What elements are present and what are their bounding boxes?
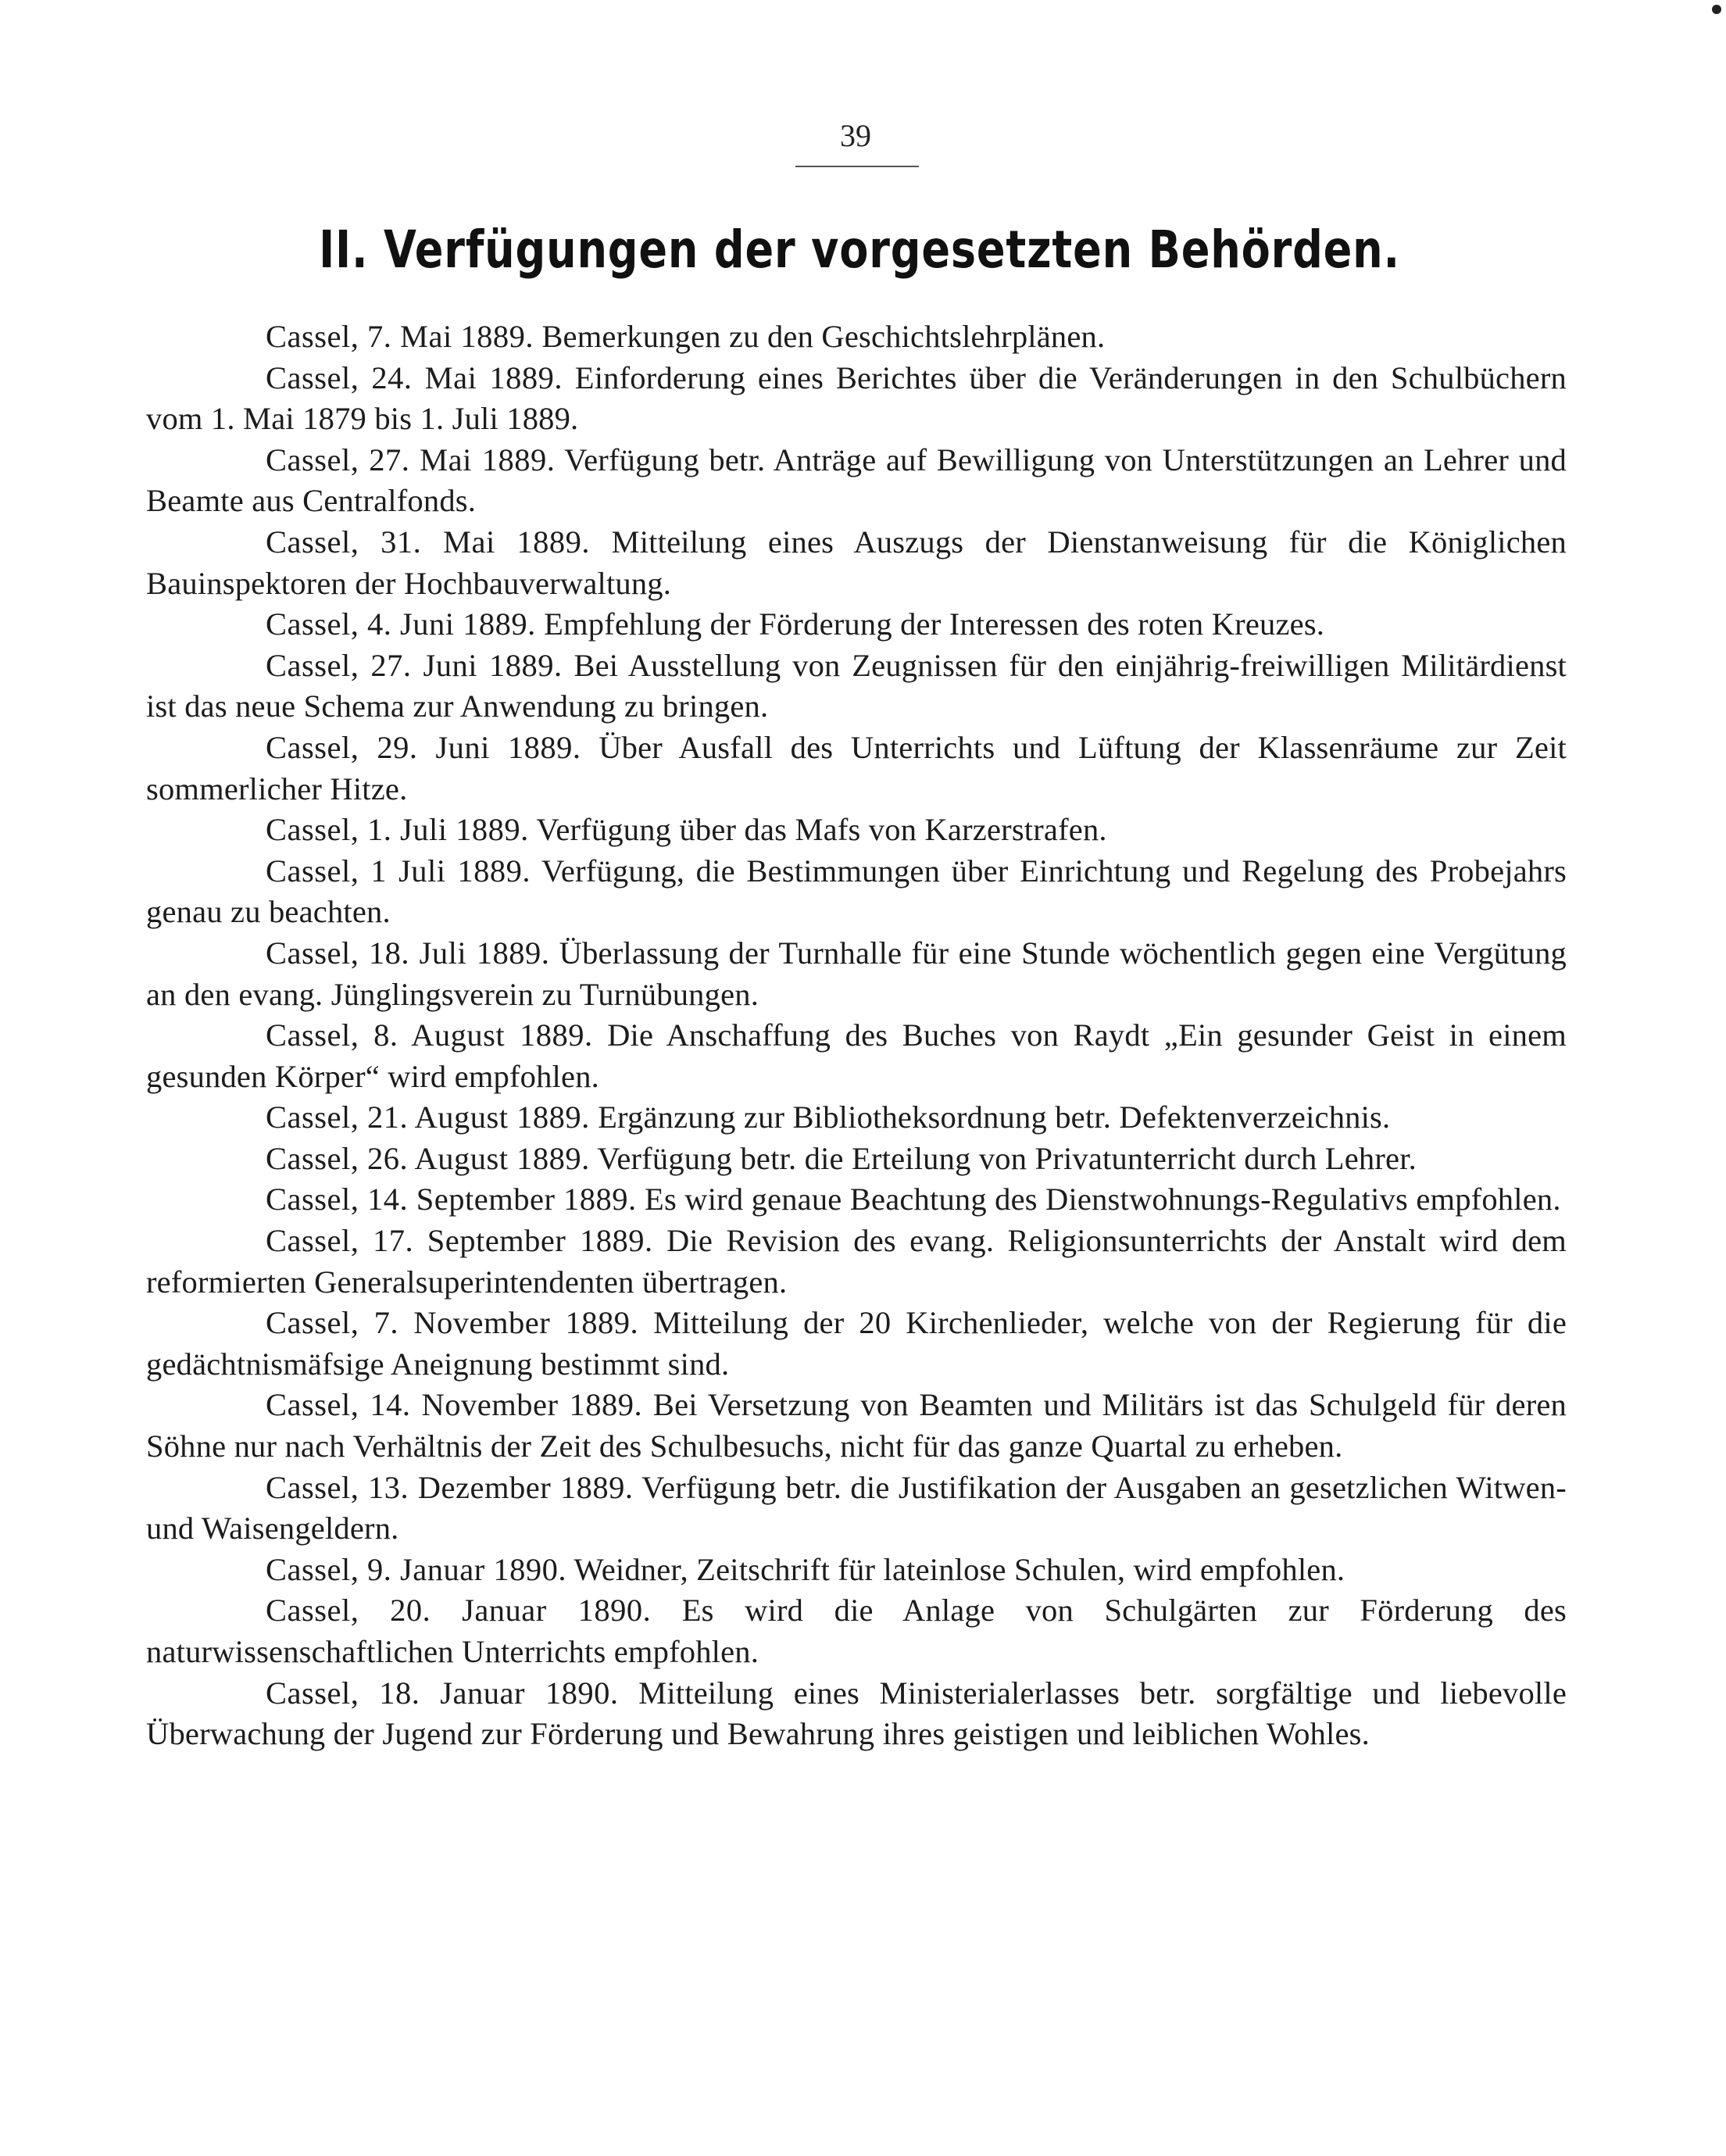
entry-text: Verfügung betr. Anträge auf Bewilligung von Unterstützungen an Lehrer und Beamte aus Centralfonds. bbox=[146, 442, 1567, 519]
entry-date: Cassel, 26. August 1889. bbox=[266, 1140, 590, 1176]
entry-text: Es wird die Anlage von Schulgärten zur Förderung des naturwissenschaftlichen Unterrichts empfohlen. bbox=[146, 1593, 1567, 1669]
entry-date: Cassel, 7. Mai 1889. bbox=[266, 319, 534, 354]
page-number-underline bbox=[795, 166, 919, 167]
entry bbox=[146, 1303, 1567, 1385]
entry-date: Cassel, 1. Juli 1889. bbox=[266, 812, 529, 848]
entry-date: Cassel, 9. Januar 1890. bbox=[266, 1551, 566, 1587]
entry-text: Bemerkungen zu den Geschichtslehrplänen. bbox=[541, 319, 1106, 354]
entry bbox=[146, 728, 1567, 810]
entry-text: Empfehlung der Förderung der Interessen des roten Kreuzes. bbox=[544, 606, 1325, 642]
entry-date: Cassel, 1 Juli 1889. bbox=[266, 853, 531, 889]
entry-text: Überlassung der Turnhalle für eine Stunde wöchentlich gegen eine Vergütung an den evang. Jünglingsverein zu Turnübungen. bbox=[146, 935, 1567, 1012]
entry bbox=[146, 810, 1567, 851]
entry bbox=[146, 1139, 1567, 1180]
entry-date: Cassel, 18. Januar 1890. bbox=[266, 1675, 619, 1711]
entry-text: Die Revision des evang. Religionsunterrichts der Anstalt wird dem reformierten Generalsuperintendenten übertragen. bbox=[146, 1223, 1567, 1300]
entry bbox=[146, 933, 1567, 1015]
scan-dot bbox=[1712, 5, 1721, 14]
entry-text: Bei Versetzung von Beamten und Militärs ist das Schulgeld für deren Söhne nur nach Verhältnis der Zeit des Schulbesuchs, nicht für das ganze Quartal zu erheben. bbox=[146, 1387, 1567, 1464]
entry-date: Cassel, 27. Juni 1889. bbox=[266, 647, 563, 683]
entry bbox=[146, 1385, 1567, 1467]
entry-text: Einforderung eines Berichtes über die Veränderungen in den Schulbüchern vom 1. Mai 1879 bis 1. Juli 1889. bbox=[146, 359, 1567, 437]
entry-date: Cassel, 24. Mai 1889. bbox=[266, 359, 563, 395]
entry-text: Mitteilung eines Ministerialerlasses betr. sorgfältige und liebevolle Überwachung der Jugend zur Förderung und Bewahrung ihres geistigen und leiblichen Wohles. bbox=[146, 1675, 1567, 1752]
entry-text: Mitteilung der 20 Kirchenlieder, welche von der Regierung für die gedächtnismäfsige Aneignung bestimmt sind. bbox=[146, 1305, 1567, 1382]
entry bbox=[146, 1221, 1567, 1303]
entry bbox=[146, 1673, 1567, 1755]
entry-text: Die Anschaffung des Buches von Raydt „Ein gesunder Geist in einem gesunden Körper“ wird empfohlen. bbox=[146, 1017, 1567, 1094]
entry bbox=[146, 1590, 1567, 1672]
entry bbox=[146, 316, 1567, 358]
entry-date: Cassel, 14. November 1889. bbox=[266, 1387, 643, 1423]
entry bbox=[146, 440, 1567, 522]
entry-date: Cassel, 27. Mai 1889. bbox=[266, 442, 556, 477]
entry bbox=[146, 1179, 1567, 1221]
entry-date: Cassel, 21. August 1889. bbox=[266, 1099, 590, 1135]
page-number: 39 bbox=[840, 118, 871, 153]
entry-date: Cassel, 8. August 1889. bbox=[266, 1017, 593, 1053]
entry-text: Verfügung über das Mafs von Karzerstrafen. bbox=[536, 812, 1107, 848]
entry-text: Verfügung betr. die Justifikation der Ausgaben an gesetzlichen Witwen- und Waisengeldern. bbox=[146, 1469, 1567, 1546]
entry-text: Mitteilung eines Auszugs der Dienstanweisung für die Königlichen Bauinspektoren der Hochbauverwaltung. bbox=[146, 524, 1567, 601]
entry-date: Cassel, 13. Dezember 1889. bbox=[266, 1469, 634, 1505]
entry-text: Es wird genaue Beachtung des Dienstwohnungs-Regulativs empfohlen. bbox=[645, 1182, 1561, 1217]
entry bbox=[146, 1097, 1567, 1139]
entry-text: Über Ausfall des Unterrichts und Lüftung der Klassenräume zur Zeit sommerlicher Hitze. bbox=[146, 729, 1567, 806]
entry bbox=[146, 358, 1567, 440]
entries-list bbox=[146, 316, 1567, 1755]
entry-date: Cassel, 20. Januar 1890. bbox=[266, 1593, 652, 1629]
entry-date: Cassel, 4. Juni 1889. bbox=[266, 606, 536, 642]
entry-date: Cassel, 17. September 1889. bbox=[266, 1223, 653, 1259]
entry bbox=[146, 522, 1567, 604]
entry-date: Cassel, 18. Juli 1889. bbox=[266, 935, 550, 971]
section-title: II. Verfügungen der vorgesetzten Behörden. bbox=[319, 220, 1400, 280]
entry-text: Verfügung, die Bestimmungen über Einrichtung und Regelung des Probejahrs genau zu beachten. bbox=[146, 853, 1567, 930]
entry-text: Verfügung betr. die Erteilung von Privatunterricht durch Lehrer. bbox=[597, 1140, 1417, 1176]
entry-text: Bei Ausstellung von Zeugnissen für den einjährig-freiwilligen Militärdienst ist das neue Schema zur Anwendung zu bringen. bbox=[146, 647, 1567, 724]
entry-date: Cassel, 31. Mai 1889. bbox=[266, 524, 591, 560]
entry-date: Cassel, 14. September 1889. bbox=[266, 1182, 637, 1217]
entry bbox=[146, 1550, 1567, 1591]
entry bbox=[146, 1468, 1567, 1550]
entry-date: Cassel, 29. Juni 1889. bbox=[266, 729, 581, 765]
entry bbox=[146, 851, 1567, 933]
entry bbox=[146, 1015, 1567, 1097]
entry-date: Cassel, 7. November 1889. bbox=[266, 1305, 639, 1341]
entry-text: Ergänzung zur Bibliotheksordnung betr. Defektenverzeichnis. bbox=[598, 1099, 1391, 1135]
entry bbox=[146, 604, 1567, 645]
entry-text: Weidner, Zeitschrift für lateinlose Schulen, wird empfohlen. bbox=[574, 1551, 1345, 1587]
entry bbox=[146, 645, 1567, 728]
